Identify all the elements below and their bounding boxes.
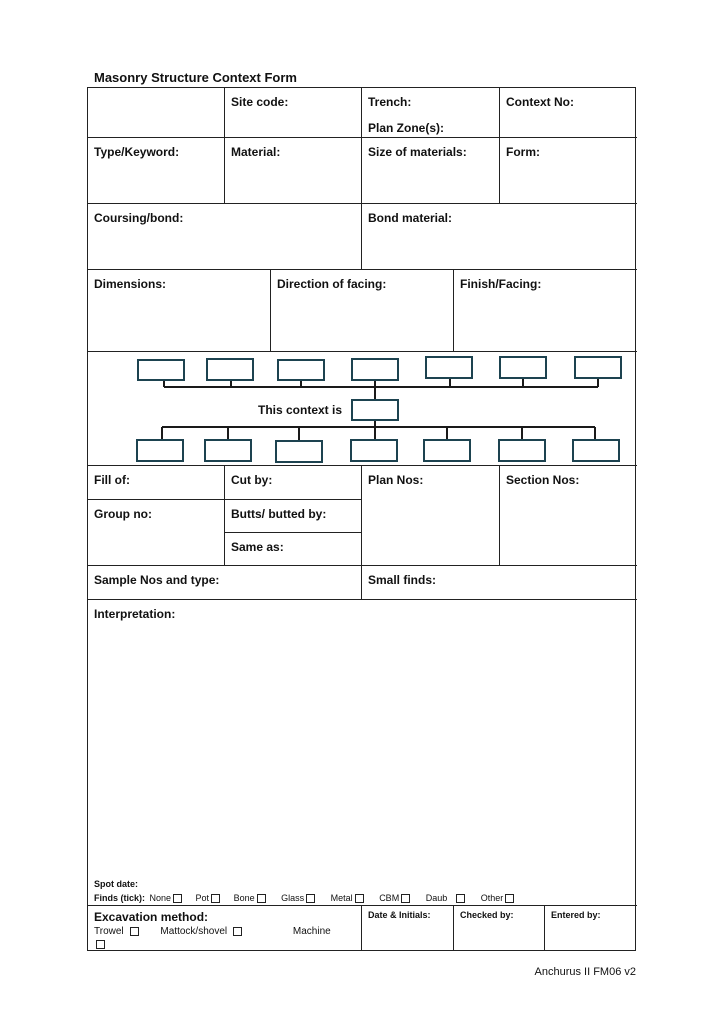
form-label: Form: <box>506 145 540 159</box>
material-label: Material: <box>231 145 281 159</box>
matrix-above-box[interactable] <box>207 359 253 380</box>
dimensions-label: Dimensions: <box>94 277 167 291</box>
matrix-below-box[interactable] <box>424 440 470 461</box>
context-no-field[interactable] <box>500 88 637 138</box>
checkbox-icon[interactable] <box>505 894 514 903</box>
plan-nos-field[interactable] <box>362 466 500 566</box>
checkbox-icon[interactable] <box>355 894 364 903</box>
matrix-below-box[interactable] <box>573 440 619 461</box>
checkbox-icon[interactable] <box>233 927 242 936</box>
bond-material-field[interactable] <box>362 204 637 270</box>
cut-by-label: Cut by: <box>231 473 273 487</box>
finds-tick-label: Finds (tick): <box>94 893 145 903</box>
small-finds-field[interactable] <box>362 566 637 600</box>
finish-facing-label: Finish/Facing: <box>460 277 542 291</box>
type-keyword-field[interactable] <box>88 138 225 204</box>
site-code-field[interactable] <box>225 88 362 138</box>
this-context-label: This context is <box>258 403 343 417</box>
date-initials-field[interactable] <box>362 906 454 951</box>
cut-by-field[interactable] <box>225 466 362 500</box>
section-nos-field[interactable] <box>500 466 637 566</box>
fill-of-field[interactable] <box>88 466 225 500</box>
matrix-below-box[interactable] <box>137 440 183 461</box>
checkbox-icon[interactable] <box>130 927 139 936</box>
date-initials-label: Date & Initials: <box>368 910 431 920</box>
interpretation-field[interactable] <box>88 600 637 906</box>
checked-by-label: Checked by: <box>460 910 514 920</box>
matrix-above-box[interactable] <box>138 360 184 380</box>
matrix-svg <box>88 352 635 465</box>
butts-label: Butts/ butted by: <box>231 507 327 521</box>
fill-of-label: Fill of: <box>94 473 130 487</box>
matrix-diagram <box>88 352 637 466</box>
machine-option[interactable]: Machine <box>292 926 331 937</box>
matrix-above-box[interactable] <box>575 357 621 378</box>
matrix-above-box[interactable] <box>278 360 324 380</box>
form-field[interactable] <box>500 138 637 204</box>
trench-field[interactable] <box>362 88 500 138</box>
direction-of-facing-label: Direction of facing: <box>277 277 387 291</box>
matrix-below-box[interactable] <box>276 441 322 462</box>
coursing-bond-field[interactable] <box>88 204 362 270</box>
checkbox-icon[interactable] <box>211 894 220 903</box>
sample-nos-field[interactable] <box>88 566 362 600</box>
matrix-below-box[interactable] <box>205 440 251 461</box>
checkbox-icon[interactable] <box>306 894 315 903</box>
finds-option-bone[interactable]: Bone <box>234 893 266 903</box>
checked-by-field[interactable] <box>454 906 545 951</box>
matrix-above-box[interactable] <box>426 357 472 378</box>
context-no-label: Context No: <box>506 95 574 109</box>
blank-cell[interactable] <box>88 88 225 138</box>
checkbox-icon[interactable] <box>456 894 465 903</box>
interpretation-label: Interpretation: <box>94 607 176 621</box>
sample-nos-label: Sample Nos and type: <box>94 573 220 587</box>
checkbox-icon[interactable] <box>173 894 182 903</box>
finds-option-metal[interactable]: Metal <box>331 893 364 903</box>
machine-checkbox-icon[interactable] <box>96 940 105 949</box>
size-of-materials-field[interactable] <box>362 138 500 204</box>
coursing-bond-label: Coursing/bond: <box>94 211 184 225</box>
finds-option-pot[interactable]: Pot <box>196 893 221 903</box>
excavation-method-label: Excavation method: <box>94 910 209 924</box>
dimensions-field[interactable] <box>88 270 271 352</box>
finds-option-glass[interactable]: Glass <box>281 893 315 903</box>
context-form <box>87 87 636 951</box>
trench-label: Trench: <box>368 95 412 109</box>
plan-zone-label: Plan Zone(s): <box>368 121 445 135</box>
site-code-label: Site code: <box>231 95 289 109</box>
finds-tick-row <box>94 893 514 903</box>
checkbox-icon[interactable] <box>257 894 266 903</box>
plan-nos-label: Plan Nos: <box>368 473 424 487</box>
same-as-label: Same as: <box>231 540 284 554</box>
finds-option-none[interactable]: None <box>150 893 183 903</box>
trowel-option[interactable]: Trowel <box>94 926 139 937</box>
small-finds-label: Small finds: <box>368 573 437 587</box>
finds-option-other[interactable]: Other <box>481 893 515 903</box>
matrix-below-box[interactable] <box>351 440 397 461</box>
group-no-label: Group no: <box>94 507 152 521</box>
size-of-materials-label: Size of materials: <box>368 145 467 159</box>
section-nos-label: Section Nos: <box>506 473 580 487</box>
spot-date-label: Spot date: <box>94 879 138 889</box>
material-field[interactable] <box>225 138 362 204</box>
matrix-above-box[interactable] <box>500 357 546 378</box>
entered-by-field[interactable] <box>545 906 637 951</box>
finds-option-cbm[interactable]: CBM <box>379 893 410 903</box>
matrix-above-box[interactable] <box>352 359 398 380</box>
checkbox-icon[interactable] <box>401 894 410 903</box>
mattock-option[interactable]: Mattock/shovel <box>160 926 242 937</box>
group-no-field[interactable] <box>88 500 225 566</box>
excavation-method-field[interactable] <box>88 906 362 951</box>
direction-of-facing-field[interactable] <box>271 270 454 352</box>
matrix-below-box[interactable] <box>499 440 545 461</box>
entered-by-label: Entered by: <box>551 910 601 920</box>
matrix-this-context-box[interactable] <box>352 400 398 420</box>
excavation-options <box>94 926 331 937</box>
bond-material-label: Bond material: <box>368 211 453 225</box>
form-version: Anchurus II FM06 v2 <box>534 966 636 978</box>
finish-facing-field[interactable] <box>454 270 637 352</box>
finds-option-daub[interactable]: Daub <box>426 893 466 903</box>
same-as-field[interactable] <box>225 533 362 566</box>
butts-field[interactable] <box>225 500 362 533</box>
form-title: Masonry Structure Context Form <box>94 70 297 85</box>
type-keyword-label: Type/Keyword: <box>94 145 180 159</box>
